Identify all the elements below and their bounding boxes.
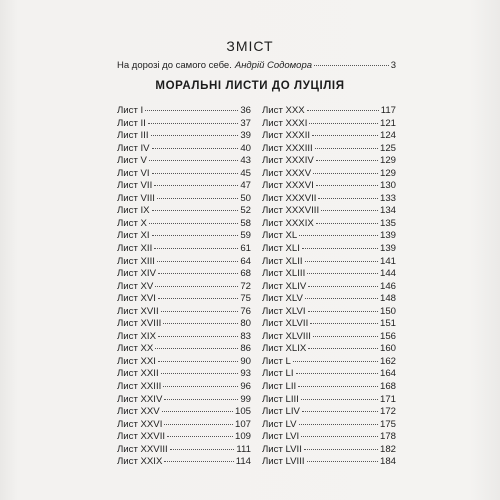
leader-dots xyxy=(307,273,378,274)
toc-entry-page: 107 xyxy=(234,418,251,430)
leader-dots xyxy=(158,273,238,274)
toc-entry xyxy=(262,180,396,193)
toc-entry xyxy=(117,230,251,243)
toc-entry-label: Лист XXXVIII xyxy=(262,205,320,217)
toc-entry-page: 129 xyxy=(379,155,396,167)
leader-dots xyxy=(161,311,239,312)
leader-dots xyxy=(167,436,233,437)
leader-dots xyxy=(145,110,238,111)
toc-entry-label: Лист XXX xyxy=(262,105,305,116)
toc-entry-page: 156 xyxy=(379,330,396,342)
toc-entry xyxy=(262,431,396,444)
toc-entry xyxy=(117,343,251,356)
toc-entry-label: Лист XXXV xyxy=(262,167,312,179)
toc-entry-label: Лист XXXVII xyxy=(262,192,317,204)
leader-dots xyxy=(149,223,238,224)
leader-dots xyxy=(305,298,378,299)
toc-entry xyxy=(117,256,251,269)
toc-entry xyxy=(117,268,251,281)
toc-entry-label: Лист XLV xyxy=(262,293,303,305)
toc-entry-label: Лист XXXVI xyxy=(262,180,314,192)
toc-entry xyxy=(117,318,251,331)
toc-entry-label: Лист VIII xyxy=(117,192,155,204)
toc-entry xyxy=(262,406,396,419)
toc-entry xyxy=(117,444,251,457)
toc-entry-label: Лист XLII xyxy=(262,255,303,267)
toc-entry-label: Лист LIV xyxy=(262,406,300,418)
toc-entry-label: Лист XXXIV xyxy=(262,155,314,167)
toc-entry-label: Лист LVII xyxy=(262,443,302,455)
toc-entry xyxy=(262,193,396,206)
toc-entry-page: 133 xyxy=(379,192,396,204)
toc-entry xyxy=(262,268,396,281)
toc-entry xyxy=(262,456,396,469)
leader-dots xyxy=(155,286,238,287)
toc-entry-page: 135 xyxy=(379,217,396,229)
intro-entry-author: Андрій Содомора xyxy=(234,60,313,71)
leader-dots xyxy=(152,235,239,236)
toc-entry xyxy=(117,243,251,256)
leader-dots xyxy=(151,135,239,136)
toc-entry-page: 99 xyxy=(240,393,251,405)
toc-entry xyxy=(117,406,251,419)
leader-dots xyxy=(298,386,378,387)
toc-entry xyxy=(117,394,251,407)
toc-entry xyxy=(262,256,396,269)
toc-entry-label: Лист LI xyxy=(262,368,294,380)
toc-entry xyxy=(117,381,251,394)
toc-entry-page: 37 xyxy=(240,117,251,129)
toc-entry xyxy=(117,205,251,218)
toc-entry-label: Лист LII xyxy=(262,381,297,393)
toc-entry xyxy=(117,356,251,369)
toc-entry xyxy=(117,456,251,469)
leader-dots xyxy=(315,148,378,149)
toc-entry-label: Лист V xyxy=(117,155,147,167)
toc-entry-label: Лист LVIII xyxy=(262,456,305,468)
toc-entry-label: Лист II xyxy=(117,117,146,129)
intro-entry-label: На дорозі до самого себе. xyxy=(117,60,232,71)
toc-entry-label: Лист XVII xyxy=(117,305,159,317)
toc-entry xyxy=(262,243,396,256)
toc-entry-page: 68 xyxy=(240,268,251,280)
leader-dots xyxy=(316,223,378,224)
toc-entry xyxy=(262,230,396,243)
toc-entry-page: 50 xyxy=(240,192,251,204)
toc-entry xyxy=(262,205,396,218)
toc-entry-label: Лист VII xyxy=(117,180,153,192)
toc-entry-label: Лист XXIII xyxy=(117,381,162,393)
toc-entry-label: Лист XIV xyxy=(117,268,156,280)
leader-dots xyxy=(310,323,378,324)
leader-dots xyxy=(163,323,238,324)
toc-entry-page: 141 xyxy=(379,255,396,267)
toc-entry-label: Лист XXVIII xyxy=(117,443,168,455)
toc-entry-label: Лист XXIV xyxy=(117,393,163,405)
toc-entry-label: Лист III xyxy=(117,130,149,142)
toc-entry xyxy=(262,356,396,369)
toc-entry-page: 83 xyxy=(240,330,251,342)
toc-entry xyxy=(117,155,251,168)
toc-entry-page: 168 xyxy=(379,381,396,393)
toc-entry xyxy=(117,168,251,181)
leader-dots xyxy=(154,185,238,186)
leader-dots xyxy=(299,424,378,425)
toc-entry xyxy=(262,368,396,381)
toc-entry xyxy=(262,118,396,131)
toc-entry-label: Лист XLVII xyxy=(262,318,309,330)
toc-entry-label: Лист L xyxy=(262,355,291,367)
toc-entry-page: 59 xyxy=(240,230,251,242)
toc-entry-page: 134 xyxy=(379,205,396,217)
toc-entry-label: Лист XXI xyxy=(117,355,156,367)
toc-entry-page: 139 xyxy=(379,243,396,255)
toc-entry-page: 61 xyxy=(240,243,251,255)
toc-entry-page: 184 xyxy=(379,456,396,468)
toc-entry-label: Лист IX xyxy=(117,205,150,217)
leader-dots xyxy=(308,286,378,287)
toc-entry xyxy=(117,306,251,319)
toc-entry-page: 72 xyxy=(240,280,251,292)
toc-entry xyxy=(117,218,251,231)
toc-entry-page: 144 xyxy=(379,268,396,280)
toc-entry-page: 47 xyxy=(240,180,251,192)
toc-right-column xyxy=(262,105,396,469)
leader-dots xyxy=(293,361,378,362)
toc-entry xyxy=(117,281,251,294)
toc-entry xyxy=(117,193,251,206)
toc-entry xyxy=(117,180,251,193)
toc-entry-page: 109 xyxy=(234,431,251,443)
toc-entry xyxy=(262,105,396,118)
toc-entry-label: Лист XII xyxy=(117,243,153,255)
toc-entry-label: Лист XL xyxy=(262,230,298,242)
leader-dots xyxy=(170,449,235,450)
toc-entry-page: 139 xyxy=(379,230,396,242)
leader-dots xyxy=(316,185,378,186)
leader-dots xyxy=(158,298,238,299)
leader-dots xyxy=(152,210,239,211)
toc-entry xyxy=(262,306,396,319)
leader-dots xyxy=(307,110,379,111)
toc-entry-page: 178 xyxy=(379,431,396,443)
toc-entry-page: 130 xyxy=(379,180,396,192)
toc-entry-label: Лист XXV xyxy=(117,406,160,418)
toc-entry-page: 90 xyxy=(240,355,251,367)
toc-entry-page: 171 xyxy=(379,393,396,405)
leader-dots xyxy=(149,160,238,161)
toc-entry-page: 40 xyxy=(240,142,251,154)
toc-entry-page: 146 xyxy=(379,280,396,292)
toc-entry-label: Лист XLVIII xyxy=(262,330,311,342)
toc-entry xyxy=(117,143,251,156)
leader-dots xyxy=(162,411,233,412)
toc-entry-page: 39 xyxy=(240,130,251,142)
toc-entry-page: 150 xyxy=(379,305,396,317)
toc-entry-label: Лист XVIII xyxy=(117,318,162,330)
toc-entry-label: Лист XVI xyxy=(117,293,156,305)
toc-entry xyxy=(262,281,396,294)
toc-entry xyxy=(117,331,251,344)
toc-entry-label: Лист LVI xyxy=(262,431,300,443)
toc-entry-label: Лист I xyxy=(117,105,144,116)
toc-entry-page: 124 xyxy=(379,130,396,142)
toc-entry-page: 148 xyxy=(379,293,396,305)
leader-dots xyxy=(157,261,238,262)
leader-dots xyxy=(152,148,239,149)
leader-dots xyxy=(302,411,378,412)
toc-entry-label: Лист XXVI xyxy=(117,418,163,430)
toc-entry xyxy=(117,431,251,444)
leader-dots xyxy=(313,173,378,174)
leader-dots xyxy=(308,348,378,349)
leader-dots xyxy=(314,65,389,66)
toc-entry-label: Лист XV xyxy=(117,280,154,292)
leader-dots xyxy=(312,135,378,136)
toc-entry-page: 43 xyxy=(240,155,251,167)
toc-entry-label: Лист XXVII xyxy=(117,431,166,443)
toc-entry-page: 58 xyxy=(240,217,251,229)
leader-dots xyxy=(158,361,238,362)
toc-entry-label: Лист LIII xyxy=(262,393,299,405)
toc-entry xyxy=(262,444,396,457)
leader-dots xyxy=(152,173,239,174)
toc-entry-page: 111 xyxy=(236,443,251,455)
toc-entry-page: 80 xyxy=(240,318,251,330)
toc-entry-page: 129 xyxy=(379,167,396,179)
leader-dots xyxy=(305,261,378,262)
leader-dots xyxy=(302,248,378,249)
toc-entry-label: Лист XIX xyxy=(117,330,156,342)
toc-entry-page: 52 xyxy=(240,205,251,217)
leader-dots xyxy=(154,248,238,249)
leader-dots xyxy=(164,461,233,462)
leader-dots xyxy=(307,461,378,462)
toc-entry-page: 86 xyxy=(240,343,251,355)
toc-entry xyxy=(117,368,251,381)
toc-entry-label: Лист XLVI xyxy=(262,305,306,317)
toc-entry-page: 121 xyxy=(379,117,396,129)
toc-entry xyxy=(262,318,396,331)
toc-entry xyxy=(262,130,396,143)
leader-dots xyxy=(157,198,238,199)
toc-entry-page: 164 xyxy=(379,368,396,380)
toc-entry xyxy=(262,343,396,356)
toc-entry-label: Лист XX xyxy=(117,343,154,355)
toc-entry-page: 182 xyxy=(379,443,396,455)
toc-entry-label: Лист XLI xyxy=(262,243,300,255)
toc-entry-page: 96 xyxy=(240,381,251,393)
toc-entry-label: Лист XI xyxy=(117,230,150,242)
toc-entry-page: 75 xyxy=(240,293,251,305)
toc-entry xyxy=(117,293,251,306)
toc-entry xyxy=(262,331,396,344)
leader-dots xyxy=(158,336,238,337)
leader-dots xyxy=(163,386,238,387)
toc-entry xyxy=(262,419,396,432)
toc-entry-page: 125 xyxy=(379,142,396,154)
leader-dots xyxy=(304,449,378,450)
leader-dots xyxy=(309,123,378,124)
leader-dots xyxy=(308,311,378,312)
leader-dots xyxy=(148,123,238,124)
toc-entry-page: 36 xyxy=(240,105,251,116)
leader-dots xyxy=(299,235,378,236)
toc-entry-page: 162 xyxy=(379,355,396,367)
leader-dots xyxy=(155,348,238,349)
toc-entry-page: 76 xyxy=(240,305,251,317)
page-title: ЗМІСТ xyxy=(226,38,274,54)
intro-entry xyxy=(117,60,396,71)
toc-entry xyxy=(117,130,251,143)
leader-dots xyxy=(301,399,378,400)
toc-entry xyxy=(262,143,396,156)
toc-entry xyxy=(262,381,396,394)
toc-entry-page: 64 xyxy=(240,255,251,267)
toc-entry-label: Лист XXIX xyxy=(117,456,163,468)
toc-entry-label: Лист XXXIX xyxy=(262,217,314,229)
toc-entry-page: 160 xyxy=(379,343,396,355)
toc-entry xyxy=(262,394,396,407)
toc-entry-label: Лист XXXI xyxy=(262,117,308,129)
leader-dots xyxy=(313,336,378,337)
toc-entry-page: 172 xyxy=(379,406,396,418)
toc-entry-page: 93 xyxy=(240,368,251,380)
intro-entry-page: 3 xyxy=(390,60,396,71)
toc-entry-label: Лист LV xyxy=(262,418,297,430)
toc-entry xyxy=(262,293,396,306)
toc-entry-label: Лист XXXIII xyxy=(262,142,313,154)
toc-entry-label: Лист IV xyxy=(117,142,150,154)
toc-left-column xyxy=(117,105,251,469)
toc-entry-label: Лист VI xyxy=(117,167,150,179)
toc-entry-page: 105 xyxy=(234,406,251,418)
leader-dots xyxy=(316,160,378,161)
toc-entry-label: Лист X xyxy=(117,217,147,229)
toc-entry-page: 117 xyxy=(380,105,396,116)
toc-entry xyxy=(262,155,396,168)
leader-dots xyxy=(318,198,378,199)
toc-entry xyxy=(117,419,251,432)
leader-dots xyxy=(321,210,378,211)
toc-entry-label: Лист XLIX xyxy=(262,343,307,355)
leader-dots xyxy=(164,399,238,400)
toc-entry-label: Лист XLIII xyxy=(262,268,306,280)
toc-entry-page: 151 xyxy=(379,318,396,330)
section-title: МОРАЛЬНІ ЛИСТИ ДО ЛУЦІЛІЯ xyxy=(155,80,345,92)
toc-entry-label: Лист XXXII xyxy=(262,130,311,142)
toc-entry xyxy=(262,168,396,181)
toc-entry-page: 114 xyxy=(235,456,251,468)
leader-dots xyxy=(301,436,378,437)
toc-entry-label: Лист XXII xyxy=(117,368,159,380)
toc-entry-label: Лист XLIV xyxy=(262,280,307,292)
leader-dots xyxy=(296,373,378,374)
toc-entry xyxy=(262,218,396,231)
toc-entry xyxy=(117,105,251,118)
leader-dots xyxy=(164,424,233,425)
toc-entry xyxy=(117,118,251,131)
leader-dots xyxy=(161,373,239,374)
toc-entry-page: 45 xyxy=(240,167,251,179)
toc-entry-page: 175 xyxy=(379,418,396,430)
toc-entry-label: Лист XIII xyxy=(117,255,155,267)
